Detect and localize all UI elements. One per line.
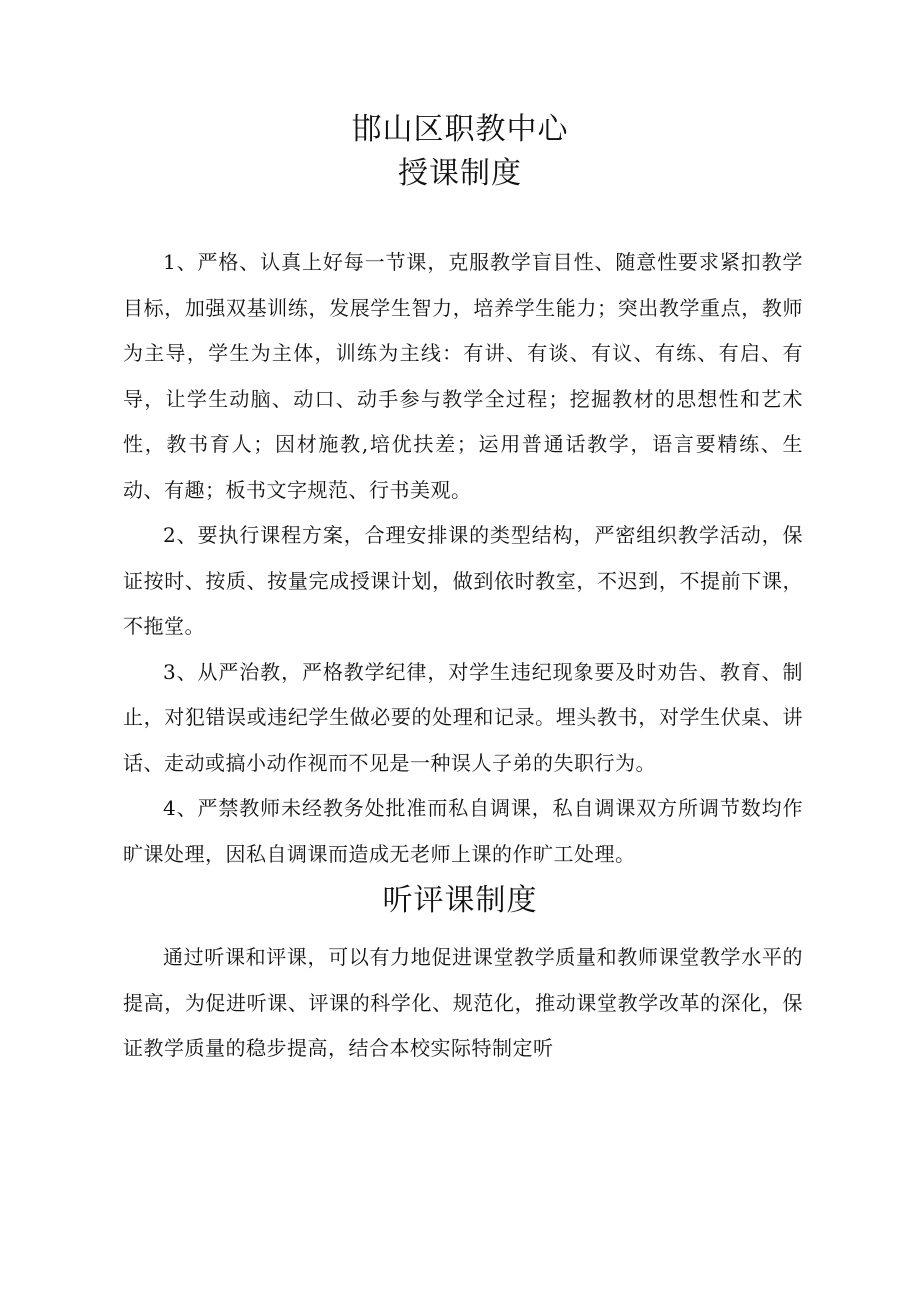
paragraph-1: 1、严格、认真上好每一节课，克服教学盲目性、随意性要求紧扣教学目标，加强双基训练，发展学生智力，培养学生能力；突出教学重点，教师为主导，学生为主体，训练为主线：有讲、有谈、有议、有练、有启、有导，让学生动脑、动口、动手参与教学全过程；挖掘教材的思想性和艺术性，教书育人；因材施教,培优扶差；运用普通话教学，语言要精练、生动、有趣；板书文字规范、行书美观。 xyxy=(123,250,803,502)
section-title-listening-evaluation: 听评课制度 xyxy=(382,883,538,918)
document-title: 授课制度 xyxy=(398,156,522,191)
paragraph-4: 4、严禁教师未经教务处批准而私自调课，私自调课双方所调节数均作旷课处理，因私自调课而造成无老师上课的作旷工处理。 xyxy=(123,796,803,866)
school-title: 邯山区职教中心 xyxy=(351,112,569,147)
document-body xyxy=(123,240,803,1072)
paragraph-2: 2、要执行课程方案，合理安排课的类型结构，严密组织教学活动，保证按时、按质、按量完成授课计划，做到依时教室，不迟到，不提前下课，不拖堂。 xyxy=(123,523,803,638)
title-block xyxy=(0,108,920,196)
paragraph-3: 3、从严治教，严格教学纪律，对学生违纪现象要及时劝告、教育、制止，对犯错误或违纪学生做必要的处理和记录。埋头教书，对学生伏桌、讲话、走动或搞小动作视而不见是一种误人子弟的失职行为。 xyxy=(123,659,803,775)
section2-paragraph-1: 通过听课和评课，可以有力地促进课堂教学质量和教师课堂教学水平的提高，为促进听课、评课的科学化、规范化，推动课堂教学改革的深化，保证教学质量的稳步提高，结合本校实际特制定听 xyxy=(123,945,803,1060)
